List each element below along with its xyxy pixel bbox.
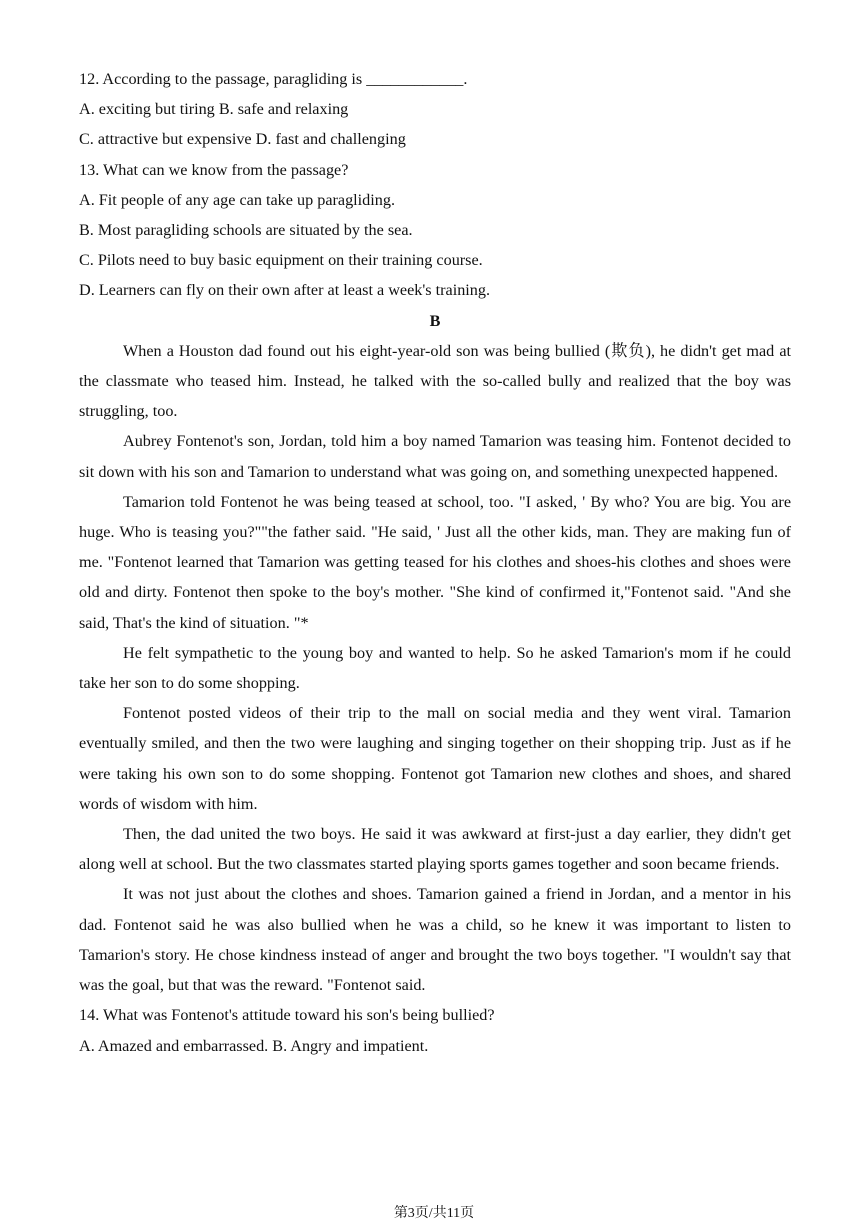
question-13-option-c: C. Pilots need to buy basic equipment on their training course. (79, 251, 483, 270)
section-heading: B (429, 311, 441, 330)
passage-paragraph: Fontenot posted videos of their trip to the mall on social media and they went viral. Tamarion eventually smiled, and then the two were laughing and singing together on their shopping trip. Just as if he were taking his own son to do some shopping. Fontenot got Tamarion new clothes and shoes, and shared words of wisdom with him. (79, 704, 791, 813)
page-number-footer: 第3页/共11页 (393, 1206, 475, 1221)
question-13: 13. What can we know from the passage? (79, 160, 349, 179)
question-14-options-ab: A. Amazed and embarrassed. B. Angry and impatient. (79, 1036, 429, 1055)
question-14: 14. What was Fontenot's attitude toward his son's being bullied? (79, 1006, 495, 1025)
question-12-options-ab: A. exciting but tiring B. safe and relaxing (79, 100, 349, 119)
question-13-option-a: A. Fit people of any age can take up paragliding. (79, 190, 396, 209)
question-13-option-b: B. Most paragliding schools are situated by the sea. (79, 221, 413, 240)
passage-paragraph: He felt sympathetic to the young boy and wanted to help. So he asked Tamarion's mom if he could take her son to do some shopping. (79, 643, 791, 693)
passage-paragraph: Aubrey Fontenot's son, Jordan, told him a boy named Tamarion was teasing him. Fontenot decided to sit down with his son and Tamarion to understand what was going on, and something unexpected happened. (79, 432, 791, 481)
passage-paragraph: Then, the dad united the two boys. He said it was awkward at first-just a day earlier, they didn't get along well at school. But the two classmates started playing sports games together and soon became friends. (79, 825, 791, 874)
passage-paragraph: When a Houston dad found out his eight-year-old son was being bullied (欺负), he didn't get mad at the classmate who teased him. Instead, he talked with the so-called bully and realized that the boy was struggling, too. (79, 341, 791, 421)
document-page (79, 64, 791, 1061)
question-12-options-cd: C. attractive but expensive D. fast and challenging (79, 130, 406, 149)
question-12: 12. According to the passage, paragliding is ____________. (79, 70, 468, 88)
question-13-option-d: D. Learners can fly on their own after at least a week's training. (79, 281, 491, 300)
passage-paragraph: It was not just about the clothes and shoes. Tamarion gained a friend in Jordan, and a mentor in his dad. Fontenot said he was also bullied when he was a child, so he knew it was important to listen to Tamarion's story. He chose kindness instead of anger and brought the two boys together. "I wouldn't say that was the goal, but that was the reward. "Fontenot said. (79, 885, 791, 995)
passage-paragraph: Tamarion told Fontenot he was being teased at school, too. "I asked, ' By who? You are big. You are huge. Who is teasing you?""the father said. "He said, ' Just all the other kids, man. They are making fun of me. "Fontenot learned that Tamarion was getting teased for his clothes and shoes-his clothes and shoes were old and dirty. Fontenot then spoke to the boy's mother. "She kind of confirmed it,"Fontenot said. "And she said, That's the kind of situation. "* (79, 492, 791, 632)
